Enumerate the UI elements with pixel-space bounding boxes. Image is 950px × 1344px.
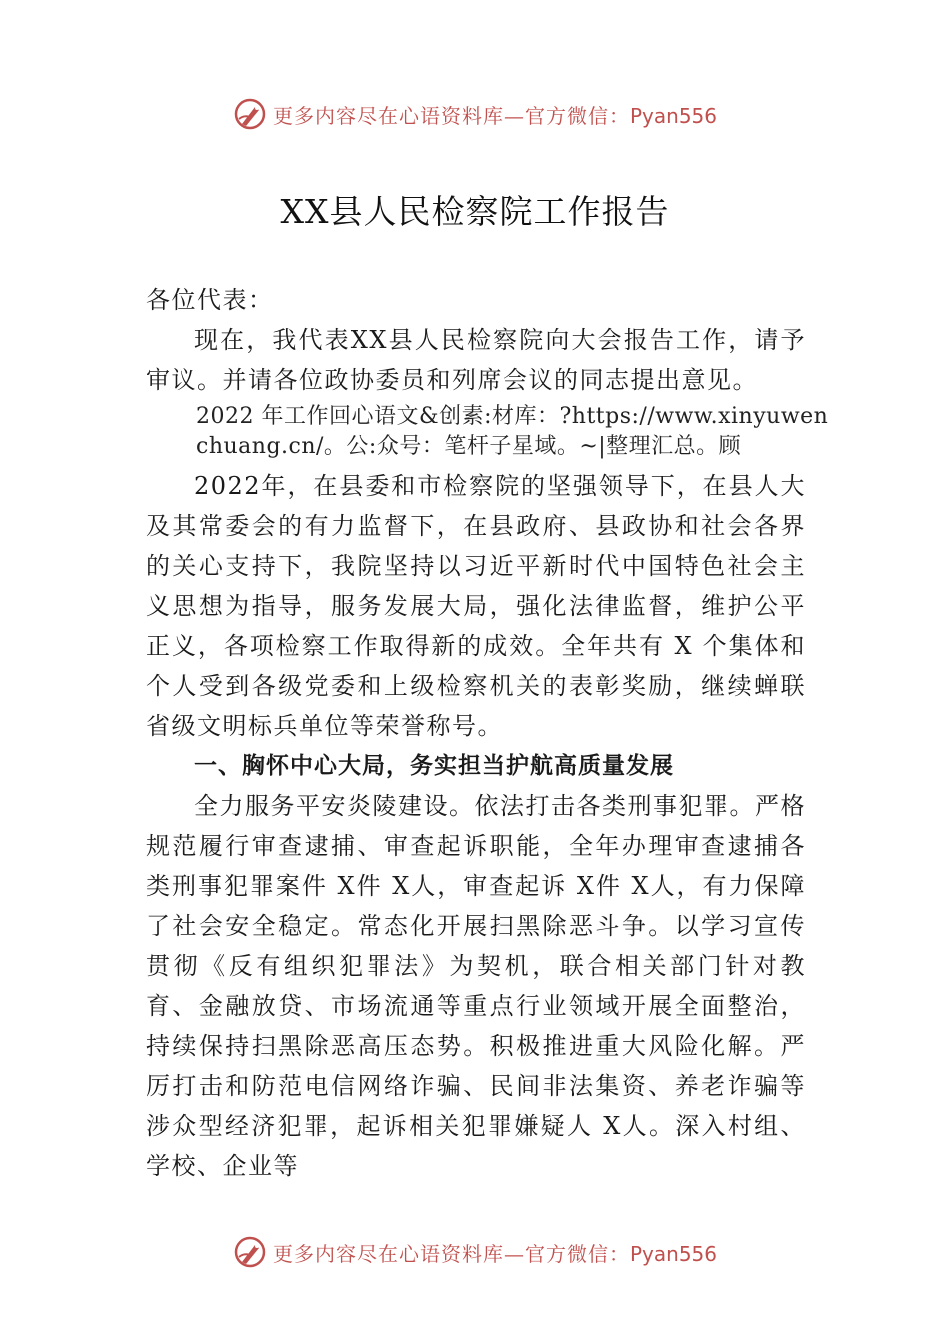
header-banner [0, 94, 950, 134]
summary-paragraph: 2022年，在县委和市检察院的坚强领导下，在县人大及其常委会的有力监督下，在县政府、县政协和社会各界的关心支持下，我院坚持以习近平新时代中国特色社会主义思想为指导，服务发展大局，强化法律监督，维护公平正义，各项检察工作取得新的成效。全年共有 X 个集体和个人受到各级党委和上级检察机关的表彰奖励，继续蝉联省级文明标兵单位等荣誉称号。 [146, 472, 806, 740]
section1-paragraph: 全力服务平安炎陵建设。依法打击各类刑事犯罪。严格规范履行审查逮捕、审查起诉职能，全年办理审查逮捕各类刑事犯罪案件 X件 X人，审查起诉 X件 X人，有力保障了社会安全稳定。常态化开展扫黑除恶斗争。以学习宣传贯彻《反有组织犯罪法》为契机，联合相关部门针对教育、金融放贷、市场流通等重点行业领域开展全面整治，持续保持扫黑除恶高压态势。积极推进重大风险化解。严厉打击和防范电信网络诈骗、民间非法集资、养老诈骗等涉众型经济犯罪，起诉相关犯罪嫌疑人 X人。深入村组、学校、企业等 [146, 792, 806, 1180]
pen-nib-logo-icon [233, 1235, 267, 1269]
source-note: 2022 年工作回心语文&创素:材库：?https://www.xinyuwenchuang.cn/。公:众号：笔杆子星域。~|整理汇总。顾 [196, 404, 829, 459]
section-heading-1: 一、胸怀中心大局，务实担当护航高质量发展 [194, 753, 674, 779]
document-body [146, 276, 829, 1186]
pen-nib-logo-icon [233, 97, 267, 131]
footer-banner [0, 1232, 950, 1272]
page-title: XX县人民检察院工作报告 [280, 192, 670, 231]
banner-text: 更多内容尽在心语资料库—官方微信：Pyan556 [272, 1241, 717, 1266]
salutation: 各位代表： [146, 286, 274, 314]
intro-paragraph: 现在，我代表XX县人民检察院向大会报告工作，请予审议。并请各位政协委员和列席会议的同志提出意见。 [146, 326, 806, 394]
banner-text: 更多内容尽在心语资料库—官方微信：Pyan556 [272, 103, 717, 128]
